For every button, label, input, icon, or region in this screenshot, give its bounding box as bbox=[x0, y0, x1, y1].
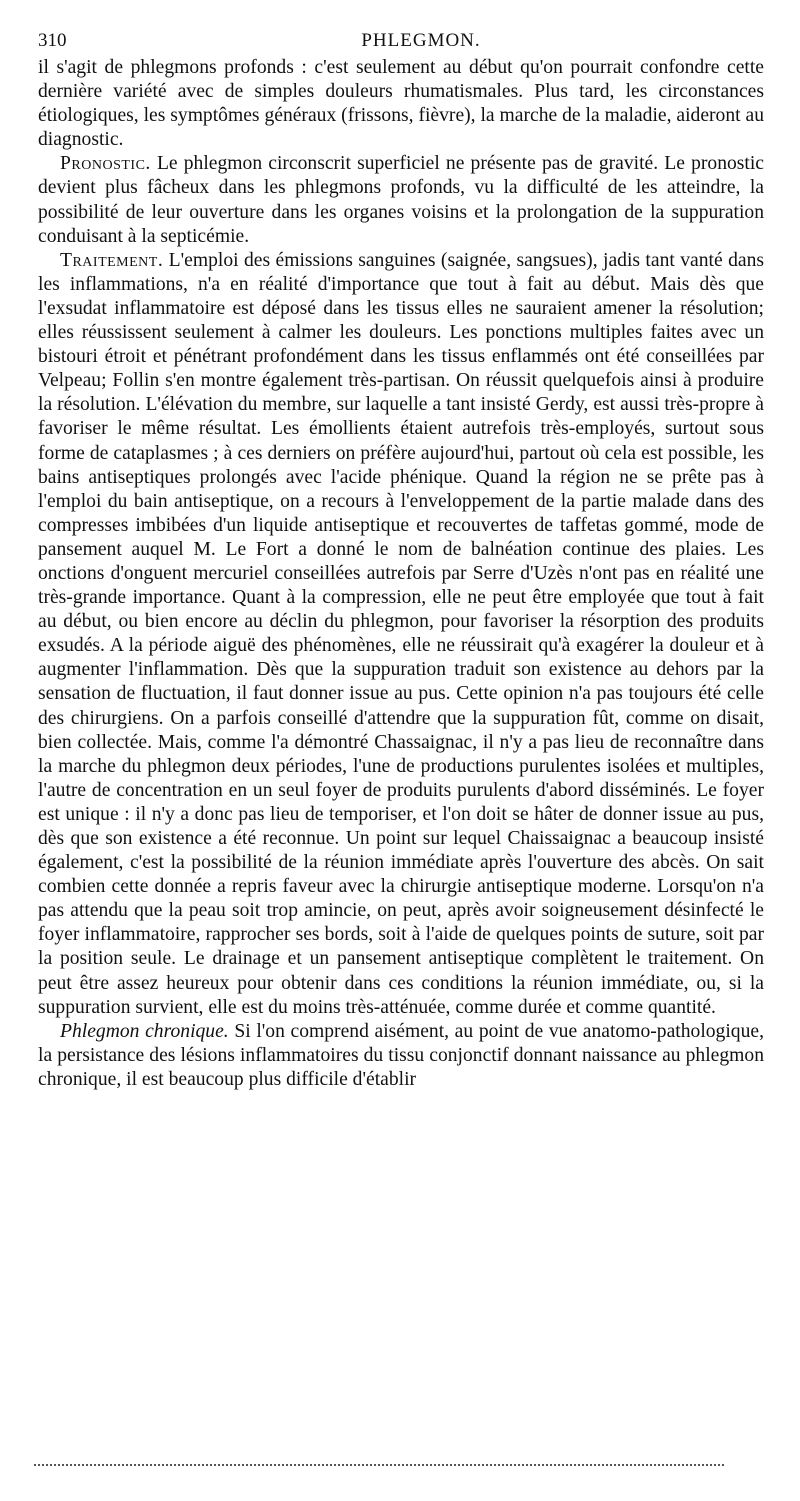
page-number: 310 bbox=[38, 30, 67, 51]
section-heading-pronostic: Pronostic. bbox=[60, 153, 151, 175]
paragraph-text: Si l'on comprend aisément, au point de vue anatomo-pathologique, la persistance des lésions inflammatoires du tissu conjonctif donnant naissance au phlegmon chronique, il est beaucoup plus difficile d'établir bbox=[38, 1020, 764, 1090]
paragraph-pronostic bbox=[38, 152, 764, 248]
running-title: PHLEGMON. bbox=[361, 30, 481, 51]
running-head bbox=[38, 26, 764, 56]
paragraph-traitement bbox=[38, 249, 764, 1020]
body-text bbox=[38, 56, 764, 1092]
paragraph-phlegmon-chronique bbox=[38, 1020, 764, 1092]
book-page bbox=[38, 26, 764, 1092]
paragraph-text: Le phlegmon circonscrit superficiel ne présente pas de gravité. Le pronostic devient plus fâcheux dans les phlegmons profonds, vu la difficulté de les atteindre, la possibilité de leur ouverture dans les organes voisins et la prolongation de la suppuration conduisant à la septicémie. bbox=[38, 153, 764, 247]
paragraph-text: il s'agit de phlegmons profonds : c'est seulement au début qu'on pourrait confondre cette dernière variété avec de simples douleurs rhumatismales. Plus tard, les circonstances étiologiques, les symptômes généraux (frissons, fièvre), la marche de la maladie, aideront au diagnostic. bbox=[38, 57, 764, 151]
paragraph-text: L'emploi des émissions sanguines (saignée, sangsues), jadis tant vanté dans les inflammations, n'a en réalité d'importance que tout à fait au début. Mais dès que l'exsudat inflammatoire est déposé dans les tissus elles ne sauraient amener la résolution; elles réussissent seulement à calmer les douleurs. Les ponctions multiples faites avec un bistouri étroit et pénétrant profondément dans les tissus enflammés ont été conseillées par Velpeau; Follin s'en montre également très-partisan. On réussit quelquefois ainsi à produire la résolution. L'élévation du membre, sur laquelle a tant insisté Gerdy, est aussi très-propre à favoriser le même résultat. Les émollients étaient autrefois très-employés, surtout sous forme de cataplasmes ; à ces derniers on préfère aujourd'hui, partout où cela est possible, les bains antiseptiques prolongés avec l'acide phénique. Quand la région ne se prête pas à l'emploi du bain antiseptique, on a recours à l'enveloppement de la partie malade dans des compresses imbibées d'un liquide antiseptique et recouvertes de taffetas gommé, mode de pansement auquel M. Le Fort a donné le nom de balnéation continue des plaies. Les onctions d'onguent mercuriel conseillées autrefois par Serre d'Uzès n'ont pas en réalité une très-grande importance. Quant à la compression, elle ne peut être employée que tout à fait au début, ou bien encore au déclin du phlegmon, pour favoriser la résorption des produits exsudés. A la période aiguë des phénomènes, elle ne réussirait qu'à exagérer la douleur et à augmenter l'inflammation. Dès que la suppuration traduit son existence au dehors par la sensation de fluctuation, il faut donner issue au pus. Cette opinion n'a pas toujours été celle des chirurgiens. On a parfois conseillé d'attendre que la suppuration fût, comme on disait, bien collectée. Mais, comme l'a démontré Chassaignac, il n'y a pas lieu de reconnaître dans la marche du phlegmon deux périodes, l'une de productions purulentes isolées et multiples, l'autre de concentration en un seul foyer de produits purulents d'abord disséminés. Le foyer est unique : il n'y a donc pas lieu de temporiser, et l'on doit se hâter de donner issue au pus, dès que son existence a été reconnue. Un point sur lequel Chaissaignac a beaucoup insisté également, c'est la possibilité de la réunion immédiate après l'ouverture des abcès. On sait combien cette donnée a repris faveur avec la chirurgie antiseptique moderne. Lorsqu'on n'a pas attendu que la peau soit trop amincie, on peut, après avoir soigneusement désinfecté le foyer inflammatoire, rapprocher ses bords, soit à l'aide de quelques points de suture, soit par la position seule. Le drainage et un pansement antiseptique complètent le traitement. On peut être assez heureux pour obtenir dans ces conditions la réunion immédiate, ou, si la suppuration survient, elle est du moins très-atténuée, comme durée et comme quantité. bbox=[38, 249, 764, 1018]
section-heading-traitement: Traitement. bbox=[60, 249, 164, 271]
page-bottom-dotted-rule bbox=[34, 1464, 724, 1466]
section-heading-phlegmon-chronique: Phlegmon chronique. bbox=[60, 1020, 229, 1042]
paragraph-diagnostic-continuation bbox=[38, 56, 764, 152]
